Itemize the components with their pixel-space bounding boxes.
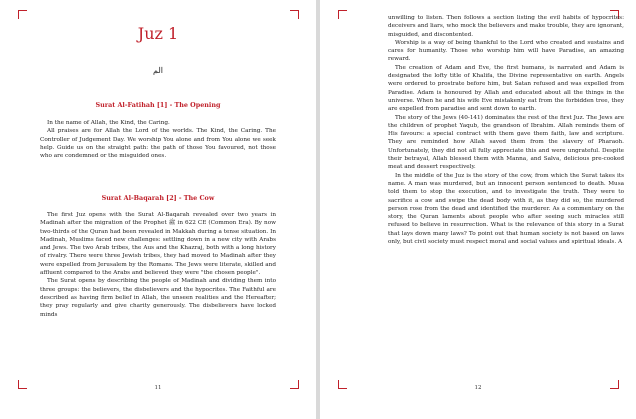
right-body-text: [388, 14, 624, 246]
paragraph: The Surat opens by describing the people of Madinah and dividing them into three groups: the believers, the disbelievers and the hypocrites. The Faithful are described as having firm belief in Allah, the unseen realities and the Hereafter; they pray regularly and give charity generously. The disbelievers have locked minds: [40, 278, 276, 318]
fatihah-text: [40, 119, 276, 160]
paragraph: All praises are for Allah the Lord of the worlds. The Kind, the Caring. The Controller of Judgement Day. We worship You alone and from You alone we seek help. Guide us on the straight path: the path of those You favoured, not those who are condemned or the misguided ones.: [40, 128, 276, 160]
paragraph: In the name of Allah, the Kind, the Caring.: [47, 120, 170, 126]
paragraph: Worship is a way of being thankful to the Lord who created and sustains and cares for humanity. Those who worship him will have Paradise, an amazing reward.: [388, 39, 624, 63]
paragraph: The creation of Adam and Eve, the first humans, is narrated and Adam is designated the lofty title of Khalifa, the Divine representative on earth. Angels were ordered to prostrate before him, but Satan refused and was expelled from Paradise. Adam is honoured by Allah and educated about all the things in the universe. When he and his wife Eve mistakenly eat from the forbidden tree, they are expelled from paradise and sent down to earth.: [388, 64, 624, 113]
paragraph: unwilling to listen. Then follows a section listing the evil habits of hypocrites: deceivers and liars, who mock the believers and make trouble, they are ignorant, misguided, and discontented.: [388, 15, 624, 38]
paragraph: In the middle of the Juz is the story of the cow, from which the Surat takes its name. A man was murdered, but an innocent person sentenced to death. Musa told them to stop the execution, and to investigate the truth. They were to sacrifice a cow and swipe the dead body with it, as they did so, the murdered person rose from the dead and identified the murderer. As a commentary on the story, the Quran laments about people who after seeing such miracles still refused to believe in resurrection. What is the relevance of this story in a Surat that lays down many laws? To point out that human society is not based on laws only, but civil society must respect moral and social values and spiritual ideals. A: [388, 172, 624, 246]
crop-mark: [18, 10, 27, 19]
page-number: 12: [474, 385, 482, 391]
crop-mark: [338, 10, 347, 19]
surah-heading-fatihah: Surat Al-Fatihah [1] - The Opening: [95, 101, 221, 109]
crop-mark: [290, 10, 299, 19]
surah-heading-baqarah: Surat Al-Baqarah [2] - The Cow: [101, 194, 215, 202]
right-page: [320, 0, 636, 419]
page-number: 11: [154, 385, 162, 391]
juz-title: Juz 1: [137, 24, 179, 43]
arabic-mark: الم: [153, 66, 163, 75]
paragraph: The first Juz opens with the Surat Al-Baqarah revealed over two years in Madinah after the migration of the Prophet ﷺ in 622 CE (Common Era). By now two-thirds of the Quran had been revealed in Makkah during a tense situation. In Madinah, Muslims faced new challenges: settling down in a new city with Arabs and Jews. The two Arab tribes, the Aus and the Khazraj, both with a long history of rivalry. There were three Jewish tribes, they had moved to Madinah after they were expelled from Jerusalem by the Romans. The Jews were literate, skilled and affluent compared to the Arabs and believed they were "the chosen people".: [40, 212, 276, 277]
left-page: [0, 0, 316, 419]
paragraph: The story of the Jews (40-141) dominates the rest of the first Juz. The Jews are the children of prophet Yaqub, the grandson of Ibrahim. Allah reminds them of His favours: a special contract with them gave them faith, law and scripture. They are reminded how Allah saved them from the slavery of Pharaoh. Unfortunately, they did not all fully appreciate this and were ungrateful. Despite their betrayal, Allah blessed them with Manna, and Salva, delicious pre-cooked meat and dessert respectively.: [388, 114, 624, 171]
baqarah-intro-text: [40, 211, 276, 319]
